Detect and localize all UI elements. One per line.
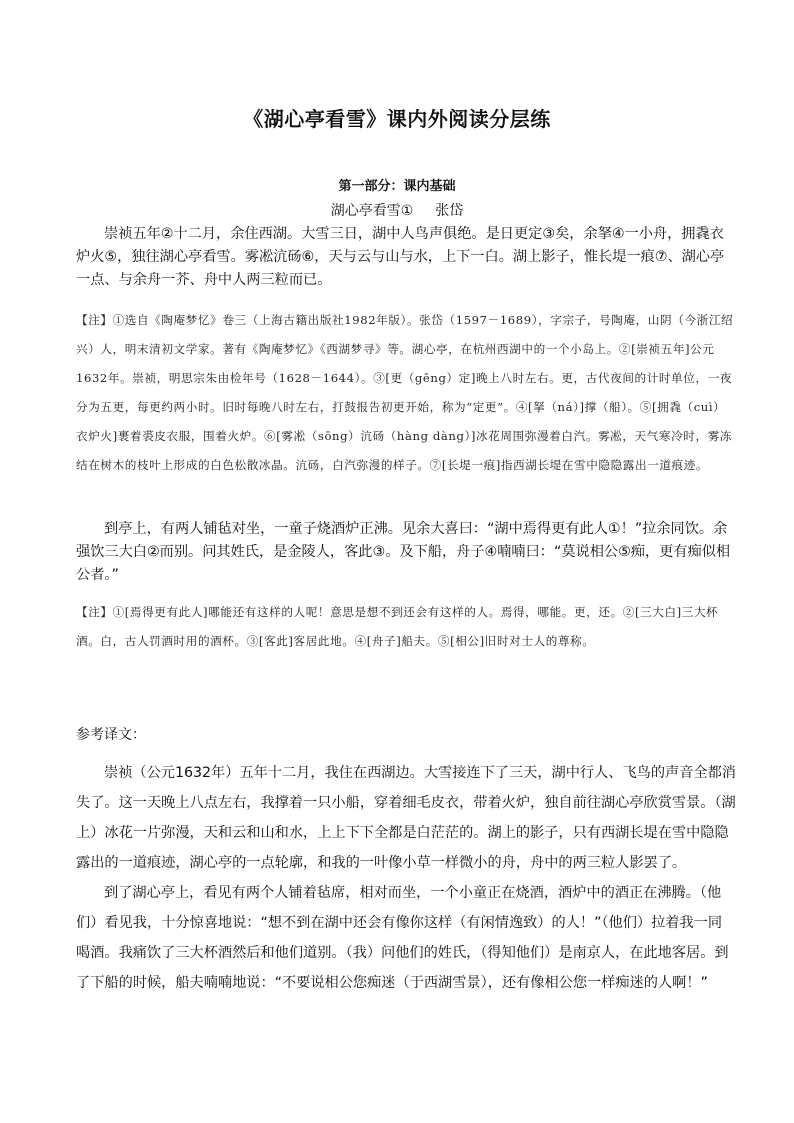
annotation-1: 【注】①选自《陶庵梦忆》卷三（上海古籍出版社1982年版）。张岱（1597－1689），字宗子，号陶庵，山阴（今浙江绍兴）人，明末清初文学家。著有《陶庵梦忆》《西湖梦寻》等。湖心亭，在杭州西湖中的一个小岛上。②[崇祯五年]公元1632年。崇祯，明思宗朱由检年号（1628－1644）。③[更（gēng）定]晚上八时左右。更，古代夜间的计时单位，一夜分为五更，每更约两小时。旧时每晚八时左右，打鼓报告初更开始，称为“定更”。④[拏（ná）]撑（船）。⑤[拥毳（cuì）衣炉火]裹着裘皮衣服，围着火炉。⑥[雾凇（sōng）沆砀（hàng dàng）]冰花周围弥漫着白汽。雾凇，天气寒冷时，雾冻结在树木的枝叶上形成的白色松散冰晶。沆砀，白汽弥漫的样子。⑦[长堤一痕]指西湖长堤在雪中隐隐露出一道痕迹。 (76, 313, 734, 472)
poem-title: 湖心亭看雪① (330, 203, 414, 219)
poem-title-line (0, 200, 794, 220)
annotation-2: 【注】①[焉得更有此人]哪能还有这样的人呢！意思是想不到还会有这样的人。焉得，哪能。更，还。②[三大白]三大杯酒。白，古人罚酒时用的酒杯。③[客此]客居此地。④[舟子]船夫。⑤[相公]旧时对士人的尊称。 (76, 605, 719, 648)
poem-author: 张岱 (435, 203, 464, 219)
translation-paragraph (76, 878, 736, 998)
translation-paragraph-text: 崇祯（公元1632年）五年十二月，我住在西湖边。大雪接连下了三天，湖中行人、飞鸟的声音全都消失了。这一天晚上八点左右，我撑着一只小船，穿着细毛皮衣，带着火炉，独自前往湖心亭欣赏雪景。（湖上）冰花一片弥漫，天和云和山和水，上上下下全都是白茫茫的。湖上的影子，只有西湖长堤在雪中隐隐露出的一道痕迹，湖心亭的一点轮廓，和我的一叶像小草一样微小的舟，舟中的两三粒人影罢了。 (76, 765, 736, 871)
section-heading: 第一部分：课内基础 (338, 179, 456, 194)
translation-paragraph (76, 758, 736, 878)
page-title: 《湖心亭看雪》课内外阅读分层练 (243, 107, 551, 131)
passage-1-text: 崇祯五年②十二月，余住西湖。大雪三日，湖中人鸟声俱绝。是日更定③矣，余拏④一小舟，拥毳衣炉火⑤，独往湖心亭看雪。雾凇沆砀⑥，天与云与山与水，上下一白。湖上影子，惟长堤一痕⑦、湖心亭一点、与余舟一芥、舟中人两三粒而已。 (76, 226, 725, 288)
passage-1 (76, 223, 736, 292)
passage-2 (76, 518, 736, 587)
translation-paragraph-text: 到了湖心亭上，看见有两个人铺着毡席，相对而坐，一个小童正在烧酒，酒炉中的酒正在沸腾。（他们）看见我，十分惊喜地说：“想不到在湖中还会有像你这样（有闲情逸致）的人！”（他们）拉着我一同喝酒。我痛饮了三大杯酒然后和他们道别。（我）问他们的姓氏，（得知他们）是南京人，在此地客居。到了下船的时候，船夫喃喃地说：“不要说相公您痴迷（于西湖雪景），还有像相公您一样痴迷的人啊！” (76, 885, 729, 991)
reference-translation (76, 758, 736, 998)
passage-2-text: 到亭上，有两人铺毡对坐，一童子烧酒炉正沸。见余大喜曰：“湖中焉得更有此人①！”拉余同饮。余强饮三大白②而别。问其姓氏，是金陵人，客此③。及下船，舟子④喃喃曰：“莫说相公⑤痴，更有痴似相公者。” (76, 521, 731, 583)
reference-translation-label: 参考译文： (76, 727, 146, 743)
